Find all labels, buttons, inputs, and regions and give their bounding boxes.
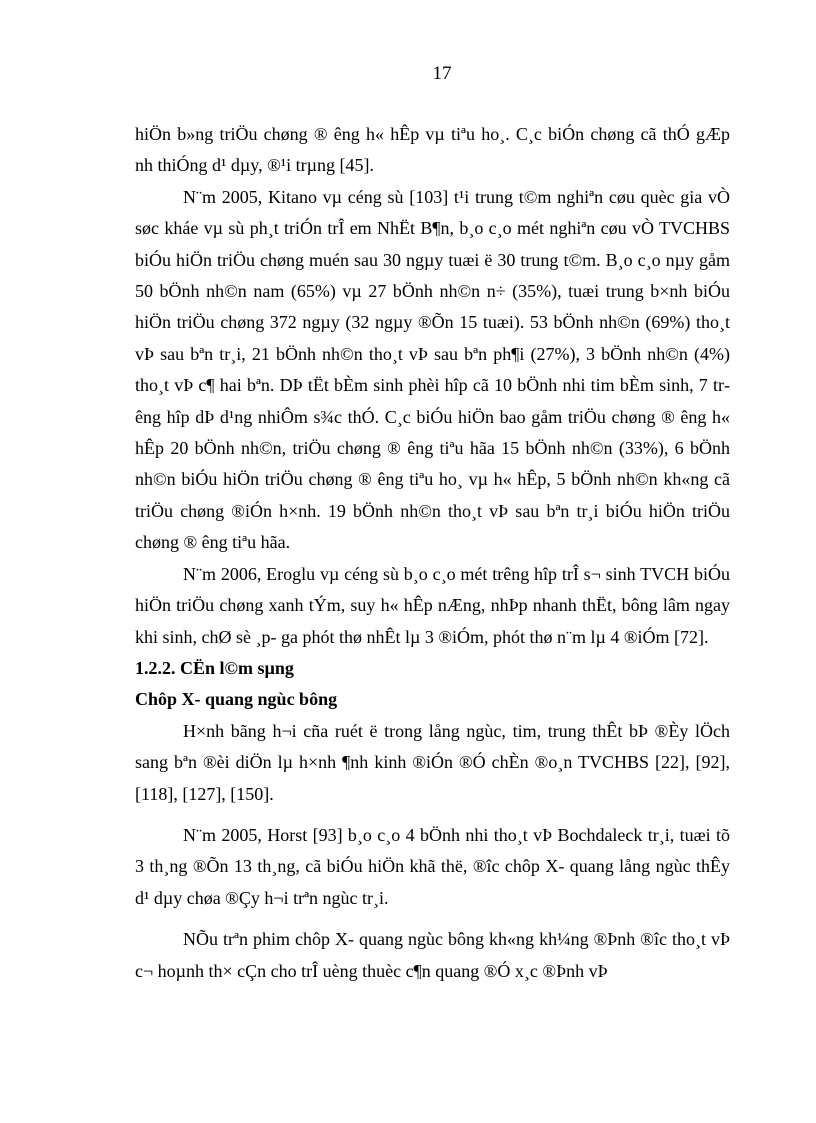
paragraph-kitano: N¨m 2005, Kitano vµ céng sù [103] t¹i trung t©m nghiªn cøu quèc gia vÒ søc kháe vµ sù ph¸t triÓn trÎ em NhËt B¶n, b¸o c¸o mét nghiªn cøu vÒ TVCHBS biÓu hiÖn triÖu chøng muén sau 30 ngµy tuæi ë 30 trung t©m. B¸o c¸o nµy gåm 50 bÖnh nh©n nam (65%) vµ 27 bÖnh nh©n n÷ (35%), tuæi trung b×nh biÓu hiÖn triÖu chøng 372 ngµy (32 ngµy ®Õn 15 tuæi). 53 bÖnh nh©n (69%) tho¸t vÞ sau bªn tr¸i, 21 bÖnh nh©n tho¸t vÞ sau bªn ph¶i (27%), 3 bÖnh nh©n (4%) tho¸t vÞ c¶ hai bªn. DÞ tËt bÈm sinh phèi hîp cã 10 bÖnh nhi tim bÈm sinh, 7 trêng hîp dÞ d¹ng nhiÔm s¾c thÓ. C¸c biÓu hiÖn bao gåm triÖu chøng ® êng h« hÊp 20 bÖnh nh©n, triÖu chøng ® êng tiªu hãa 15 bÖnh nh©n (33%), 6 bÖnh nh©n biÓu hiÖn triÖu chøng ® êng tiªu ho¸ vµ h« hÊp, 5 bÖnh nh©n kh«ng cã triÖu chøng ®iÓn h×nh. 19 bÖnh nh©n tho¸t vÞ sau bªn tr¸i biÓu hiÖn triÖu chøng ® êng tiªu hãa. [135, 186, 730, 553]
paragraph-horst: N¨m 2005, Horst [93] b¸o c¸o 4 bÖnh nhi tho¸t vÞ Bochdaleck tr¸i, tuæi tõ 3 th¸ng ®Õn 13 th¸ng, cã biÓu hiÖn khã thë, ®îc chôp X- quang lång ngùc thÊy d¹ dµy chøa ®Çy h¬i trªn ngùc tr¸i. [135, 824, 730, 908]
paragraph-gap [135, 914, 730, 924]
paragraph-gap [135, 810, 730, 820]
section-heading: 1.2.2. CËn l©m sµng [135, 657, 294, 678]
paragraph-eroglu: N¨m 2006, Eroglu vµ céng sù b¸o c¸o mét trêng hîp trÎ s¬ sinh TVCH biÓu hiÖn triÖu chøng xanh tÝm, suy h« hÊp nÆng, nhÞp nhanh thËt, bông lâm ngay khi sinh, chØ sè ¸p- ga phót thø nhÊt lµ 3 ®iÓm, phót thø n¨m lµ 4 ®iÓm [72]. [135, 563, 730, 647]
paragraph-contrast: NÕu trªn phim chôp X- quang ngùc bông kh«ng kh¼ng ®Þnh ®îc tho¸t vÞ c¬ hoµnh th× cÇn cho trÎ uèng thuèc c¶n quang ®Ó x¸c ®Þnh vÞ [135, 929, 730, 981]
sub-heading: Chôp X- quang ngùc bông [135, 689, 338, 710]
paragraph-continuation: hiÖn b»ng triÖu chøng ® êng h« hÊp vµ tiªu ho¸. C¸c biÓn chøng cã thÓ gÆp nh thiÓng d¹ dµy, ®¹i trµng [45]. [135, 124, 730, 176]
document-body [135, 119, 730, 987]
page-number: 17 [432, 63, 452, 84]
paragraph-xray-image: H×nh bãng h¬i cña ruét ë trong lång ngùc, tim, trung thÊt bÞ ®Èy lÖch sang bªn ®èi diÖn lµ h×nh ¶nh kinh ®iÓn ®Ó chÈn ®o¸n TVCHBS [22], [92], [118], [127], [150]. [135, 720, 730, 804]
